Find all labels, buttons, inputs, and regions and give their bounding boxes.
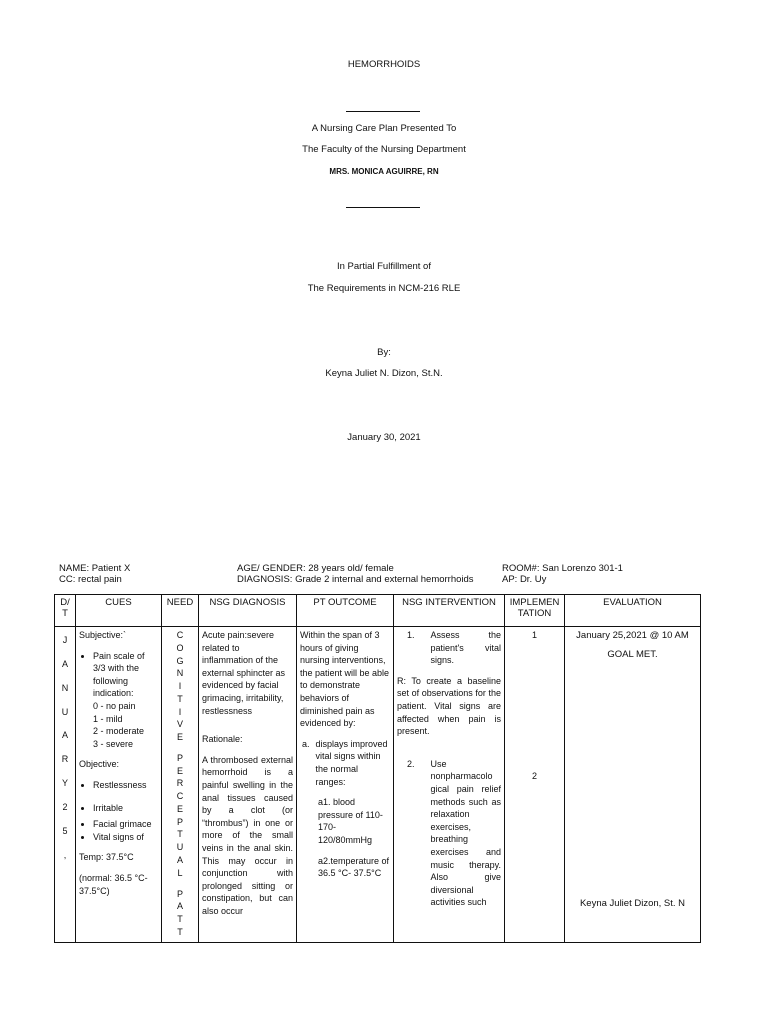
need-letter: I — [178, 706, 182, 717]
need-letter: T — [177, 914, 183, 925]
need-cell — [162, 627, 199, 943]
date-letter: R — [61, 754, 69, 765]
objective-label: Objective: — [79, 759, 120, 770]
table-row — [55, 627, 701, 943]
intervention-number: 2. — [407, 758, 415, 769]
table-header-row — [55, 595, 701, 627]
header-evaluation: EVALUATION — [565, 595, 701, 627]
evaluation-cell — [565, 627, 701, 943]
header-date-time: D/ T — [55, 595, 76, 627]
need-letter: U — [176, 842, 184, 853]
by-label: By: — [377, 347, 391, 358]
evaluation-signature: Keyna Juliet Dizon, St. N — [579, 898, 686, 909]
need-letter: O — [176, 642, 184, 653]
header-implementation: IMPLEMEN TATION — [505, 595, 565, 627]
need-letter: V — [176, 719, 183, 730]
header-nsg-diagnosis: NSG DIAGNOSIS — [199, 595, 297, 627]
outcome-item-label: a. — [302, 738, 310, 749]
diagnosis-statement: Acute pain:severe related to inflammation of the external sphincter as evidenced by facial grimacing, irritability, restlessness — [202, 630, 286, 716]
need-letter: C — [176, 630, 184, 640]
need-letter: T — [177, 926, 183, 937]
need-letter: E — [176, 765, 183, 776]
divider-line — [346, 111, 420, 112]
author-name: Keyna Juliet N. Dizon, St.N. — [325, 368, 443, 379]
need-letter: R — [176, 778, 184, 789]
presented-line: A Nursing Care Plan Presented To — [311, 123, 457, 134]
objective-item: • Restlessness — [93, 779, 158, 792]
patient-age-gender: AGE/ GENDER: 28 years old/ female — [237, 563, 394, 574]
header-cues: CUES — [76, 595, 162, 627]
need-letter: G — [176, 655, 184, 666]
rationale-text: A thrombosed external hemorrhoid is a painful swelling in the anal tissues caused by a clot (or “thrombus”) in one or more of the small veins in the anal skin. This may occur in conjunction with prolonged sitting or constipation, but can also occur — [202, 754, 293, 916]
outcome-cell — [297, 627, 394, 943]
faculty-line: The Faculty of the Nursing Department — [302, 144, 466, 155]
implementation-number: 1 — [531, 630, 537, 640]
date-letter: U — [61, 706, 69, 717]
divider-line — [346, 207, 420, 208]
need-letter: A — [176, 855, 183, 866]
outcome-subitem-bp: a1. blood pressure of 110-170-120/80mmHg — [318, 797, 383, 845]
outcome-intro: Within the span of 3 hours of giving nursing interventions, the patient will be able to demonstrate behaviors of diminished pain as evidenced by: — [300, 630, 390, 729]
need-letter: T — [177, 693, 183, 704]
need-letter: C — [176, 791, 184, 802]
scale-item: 3 - severe — [93, 738, 134, 749]
header-pt-outcome: PT OUTCOME — [297, 595, 394, 627]
objective-item: • Facial grimace — [93, 818, 158, 831]
evaluation-status: GOAL MET. — [607, 649, 658, 661]
header-nsg-intervention: NSG INTERVENTION — [394, 595, 505, 627]
implementation-cell — [505, 627, 565, 943]
need-letter: P — [176, 752, 183, 763]
date-letter: , — [63, 849, 67, 860]
need-letter: A — [176, 901, 183, 912]
intervention-text: Assess the patient's vital signs. — [430, 630, 501, 666]
partial-fulfillment-line: In Partial Fulfillment of — [337, 261, 431, 272]
subjective-label: Subjective:` — [79, 630, 127, 640]
intervention-cell — [394, 627, 505, 943]
date-letter: J — [62, 635, 68, 645]
need-letter: I — [178, 681, 182, 692]
patient-name: NAME: Patient X — [59, 563, 131, 574]
evaluation-date: January 25,2021 @ 10 AM — [576, 630, 689, 641]
header-need: NEED — [162, 595, 199, 627]
date-cell — [55, 627, 76, 943]
outcome-subitem-temp: a2.temperature of 36.5 °C- 37.5°C — [318, 855, 390, 879]
need-letter: E — [176, 732, 183, 743]
date-letter: 2 — [62, 801, 68, 812]
pain-scale-text: • Pain scale of 3/3 with the following indication: — [93, 650, 158, 700]
instructor-name: MRS. MONICA AGUIRRE, RN — [329, 167, 439, 176]
need-letter: T — [177, 829, 183, 840]
date-letter: A — [61, 730, 68, 741]
scale-item: 2 - moderate — [93, 726, 145, 737]
diagnosis-cell — [199, 627, 297, 943]
date-letter: 5 — [62, 825, 68, 836]
date-letter: Y — [61, 778, 68, 789]
scale-item: 1 - mild — [93, 713, 123, 724]
cover-date: January 30, 2021 — [347, 432, 421, 443]
chief-complaint: CC: rectal pain — [59, 574, 122, 585]
need-letter: N — [176, 668, 184, 679]
need-letter: P — [176, 816, 183, 827]
need-letter: E — [176, 803, 183, 814]
outcome-item-text: displays improved vital signs within the normal ranges: — [315, 738, 388, 787]
rationale-label: Rationale: — [202, 734, 243, 745]
need-letter: L — [177, 867, 183, 878]
temperature-normal-range: (normal: 36.5 °C- 37.5°C) — [79, 872, 148, 896]
care-plan-table — [54, 594, 701, 943]
intervention-number: 1. — [407, 630, 415, 640]
document-title: HEMORRHOIDS — [347, 59, 421, 70]
patient-diagnosis: DIAGNOSIS: Grade 2 internal and external hemorrhoids — [237, 574, 474, 585]
objective-item: • Vital signs of — [93, 831, 158, 844]
attending-physician: AP: Dr. Uy — [502, 574, 547, 585]
date-letter: N — [61, 682, 69, 693]
intervention-text: Use nonpharmacolo gical pain relief methods such as relaxation exercises, breathing exercises and music therapy. Also give diversional activities such — [430, 758, 501, 908]
need-letter: P — [176, 888, 183, 899]
date-letter: A — [61, 658, 68, 669]
cues-cell — [76, 627, 162, 943]
scale-item: 0 - no pain — [93, 700, 136, 711]
patient-room: ROOM#: San Lorenzo 301-1 — [502, 563, 623, 574]
intervention-rationale: R: To create a baseline set of observations for the patient. Vital signs are affected when pain is present. — [397, 675, 501, 737]
objective-item: • Irritable — [93, 802, 158, 815]
implementation-number: 2 — [531, 770, 537, 781]
requirements-line: The Requirements in NCM-216 RLE — [307, 283, 461, 294]
temperature-value: Temp: 37.5°C — [79, 852, 134, 863]
